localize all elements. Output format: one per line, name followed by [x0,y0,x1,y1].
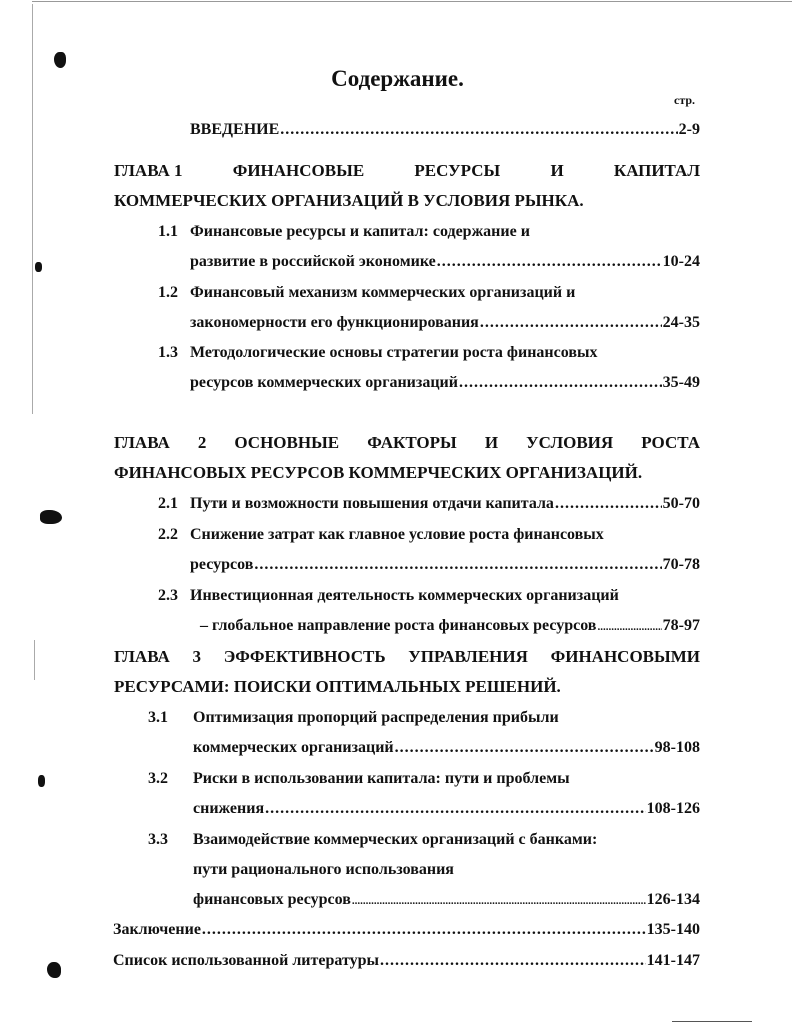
section-title-cont: финансовых ресурсов [193,891,351,908]
toc-entry-pages: 98-108 [654,739,700,756]
chapter-heading-word: ГЛАВА 1 [114,161,183,180]
toc-entry-pages: 35-49 [662,374,700,391]
section-title[interactable]: Инвестиционная деятельность коммерческих организаций [190,587,619,604]
section-title-cont: закономерности его функционирования [190,314,479,331]
dot-leader [459,372,662,394]
toc-entry-pages: 135-140 [646,921,700,938]
chapter-heading-word: ОСНОВНЫЕ [234,433,340,452]
section-title[interactable]: Оптимизация пропорций распределения прибыли [193,709,559,726]
toc-entry-intro[interactable] [190,119,700,141]
toc-entry-label: ВВЕДЕНИЕ [190,121,280,138]
toc-entry-2-1[interactable] [190,493,700,515]
toc-entry-1-2[interactable] [190,312,700,334]
dot-leader [597,615,661,638]
section-number: 3.3 [148,831,168,848]
section-number: 1.1 [158,223,178,240]
chapter-heading-word: ФИНАНСОВЫМИ [550,647,700,666]
chapter-heading-word: ФИНАНСОВЫЕ [232,161,365,180]
section-title[interactable]: Финансовые ресурсы и капитал: содержание и [190,223,530,240]
toc-entry-pages: 24-35 [662,314,700,331]
dot-leader [437,251,662,273]
section-title-cont: снижения [193,800,265,817]
chapter-heading-continued: РЕСУРСАМИ: ПОИСКИ ОПТИМАЛЬНЫХ РЕШЕНИЙ. [114,677,561,696]
chapter-heading-word: ЭФФЕКТИВНОСТЬ [223,647,386,666]
toc-entry-3-2[interactable] [193,798,700,820]
binder-hole-mark [40,510,62,524]
chapter-heading-word: КАПИТАЛ [613,161,700,180]
toc-entry-label: Список использованной литературы [113,952,379,969]
section-number: 2.3 [158,587,178,604]
toc-entry-pages: 141-147 [646,952,700,969]
chapter-heading[interactable] [114,646,700,668]
section-title: Пути и возможности повышения отдачи капитала [190,495,554,512]
binder-hole-mark [35,262,42,272]
section-title-cont: ресурсов [190,556,254,573]
page-title: Содержание. [331,66,464,91]
toc-entry-pages: 10-24 [662,253,700,270]
toc-entry-pages: 78-97 [662,617,700,634]
chapter-heading-word: ФАКТОРЫ [367,433,457,452]
dot-leader [352,889,646,912]
chapter-heading-word: РЕСУРСЫ [414,161,501,180]
toc-entry-pages: 50-70 [662,495,700,512]
section-title-cont: коммерческих организаций [193,739,394,756]
section-title[interactable]: Финансовый механизм коммерческих организаций и [190,284,576,301]
toc-entry-pages: 108-126 [646,800,700,817]
toc-entry-pages: 70-78 [662,556,700,573]
chapter-heading-word: УСЛОВИЯ [526,433,614,452]
chapter-heading-word: 3 [192,647,201,666]
chapter-heading[interactable] [114,160,700,182]
dot-leader [254,554,661,576]
toc-entry-2-2[interactable] [190,554,700,576]
chapter-heading-continued: КОММЕРЧЕСКИХ ОРГАНИЗАЦИЙ В УСЛОВИЯ РЫНКА. [114,191,584,210]
section-title[interactable]: Взаимодействие коммерческих организаций с банками: [193,831,598,848]
toc-entry-3-1[interactable] [193,737,700,759]
section-title-cont: ресурсов коммерческих организаций [190,374,458,391]
section-number: 3.1 [148,709,168,726]
binder-hole-mark [38,775,45,787]
section-title-cont: развитие в российской экономике [190,253,436,270]
binder-hole-mark [47,962,61,978]
section-title-cont: – глобальное направление роста финансовых ресурсов [200,617,597,634]
section-title[interactable]: Снижение затрат как главное условие роста финансовых [190,526,604,543]
scan-top-rule [32,1,792,2]
page-column-label: стр. [674,93,696,107]
dot-leader [265,798,646,820]
toc-entry-bibliography[interactable] [113,950,700,972]
section-number: 2.2 [158,526,178,543]
dot-leader [280,119,677,141]
section-number: 2.1 [158,495,178,512]
toc-entry-1-1[interactable] [190,251,700,273]
dot-leader [480,312,662,334]
scan-bottom-rule [672,1021,752,1022]
dot-leader [202,919,646,941]
chapter-heading-word: РОСТА [641,433,700,452]
dot-leader [395,737,654,759]
chapter-heading-word: УПРАВЛЕНИЯ [408,647,528,666]
toc-entry-conclusion[interactable] [113,919,700,941]
toc-entry-label: Заключение [113,921,201,938]
dot-leader [555,493,662,515]
toc-entry-pages: 126-134 [646,891,700,908]
section-title[interactable]: Риски в использовании капитала: пути и проблемы [193,770,570,787]
chapter-heading-continued: ФИНАНСОВЫХ РЕСУРСОВ КОММЕРЧЕСКИХ ОРГАНИЗАЦИЙ. [114,463,643,482]
section-number: 3.2 [148,770,168,787]
chapter-heading[interactable] [114,432,700,454]
toc-entry-2-3[interactable] [200,615,700,637]
chapter-heading-word: И [550,161,564,180]
chapter-heading-word: 2 [197,433,207,452]
section-number: 1.2 [158,284,178,301]
toc-entry-3-3[interactable] [193,889,700,911]
section-title[interactable]: Методологические основы стратегии роста финансовых [190,344,598,361]
chapter-heading-word: ГЛАВА [114,433,170,452]
toc-entry-pages: 2-9 [678,121,700,138]
chapter-heading-word: И [484,433,499,452]
toc-entry-1-3[interactable] [190,372,700,394]
scan-left-edge-lower [34,640,35,680]
section-number: 1.3 [158,344,178,361]
dot-leader [380,950,646,972]
chapter-heading-word: ГЛАВА [114,647,170,666]
section-title-cont: пути рационального использования [193,861,454,878]
